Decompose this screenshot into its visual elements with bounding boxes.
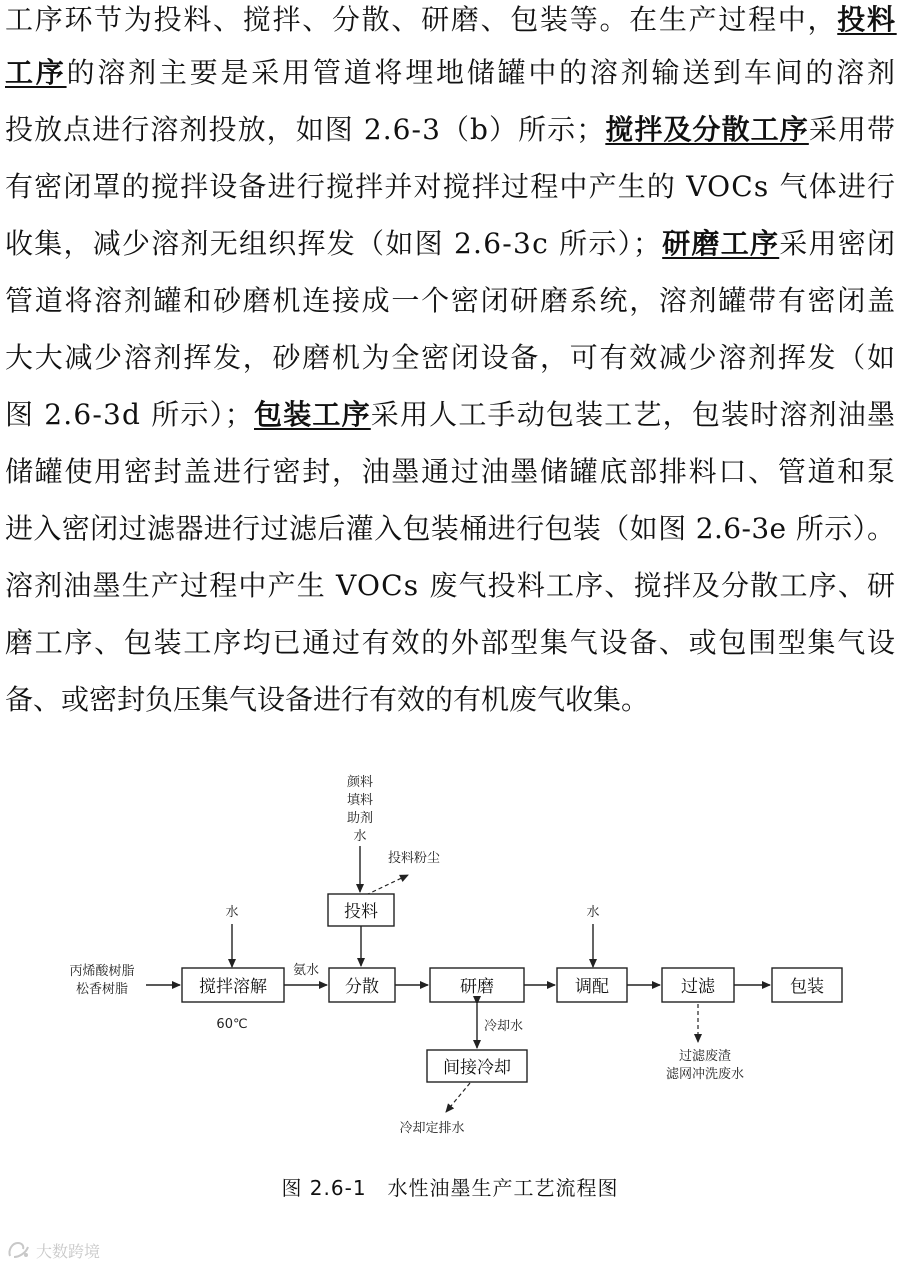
text-segment: 备、或密封负压集气设备进行有效的有机废气收集。 bbox=[5, 683, 650, 716]
water-blend-label: 水 bbox=[586, 905, 600, 920]
text-segment: 溶剂油墨生产过程中产生 VOCs 废气投料工序、搅拌及分散工序、研 bbox=[5, 569, 897, 602]
paragraph-line bbox=[5, 338, 897, 378]
text-segment: 储罐使用密封盖进行密封，油墨通过油墨储罐底部排料口、管道和泵 bbox=[5, 455, 897, 488]
text-segment: 管道将溶剂罐和砂磨机连接成一个密闭研磨系统，溶剂罐带有密闭盖 bbox=[5, 284, 897, 317]
feed-dust-label: 投料粉尘 bbox=[388, 851, 441, 866]
paragraph-line bbox=[5, 167, 896, 207]
text-segment: 采用带 bbox=[808, 113, 897, 146]
text-segment: 采用密闭 bbox=[779, 227, 897, 260]
feed-dust-arrow bbox=[366, 875, 408, 895]
node-feed-label: 投料 bbox=[344, 902, 378, 922]
text-segment: 图 2.6-3d 所示）； bbox=[5, 398, 254, 431]
paragraph-line bbox=[5, 680, 649, 720]
paragraph-line bbox=[5, 110, 896, 150]
resin-label: 松香树脂 bbox=[75, 982, 129, 997]
paragraph-line bbox=[5, 566, 896, 606]
watermark-logo-icon bbox=[6, 1240, 32, 1260]
filter-waste-label: 过滤废渣 bbox=[678, 1049, 732, 1064]
node-blend-label: 调配 bbox=[575, 977, 609, 997]
temperature-label: 60℃ bbox=[216, 1017, 248, 1032]
paragraph-line bbox=[5, 395, 896, 435]
node-disperse-label: 分散 bbox=[345, 977, 379, 997]
paragraph-line bbox=[5, 623, 897, 663]
text-segment: 工序环节为投料、搅拌、分散、研磨、包装等。在生产过程中， bbox=[5, 3, 838, 36]
raw-material-label: 水 bbox=[353, 829, 367, 844]
text-segment: 进入密闭过滤器进行过滤后灌入包装桶进行包装（如图 2.6-3e 所示）。 bbox=[5, 512, 896, 545]
watermark-text: 大数跨境 bbox=[36, 1241, 101, 1261]
highlighted-term: 包装工序 bbox=[254, 398, 371, 431]
text-segment: 的溶剂主要是采用管道将埋地储罐中的溶剂输送到车间的溶剂 bbox=[66, 56, 898, 89]
cooling-discharge-arrow bbox=[446, 1083, 470, 1112]
text-segment: 有密闭罩的搅拌设备进行搅拌并对搅拌过程中产生的 VOCs 气体进行 bbox=[5, 170, 897, 203]
raw-material-label: 助剂 bbox=[346, 811, 374, 826]
paragraph-line bbox=[5, 224, 896, 264]
highlighted-term: 投料 bbox=[837, 3, 897, 36]
text-segment: 投放点进行溶剂投放，如图 2.6-3（b）所示； bbox=[5, 113, 606, 146]
highlighted-term: 搅拌及分散工序 bbox=[605, 113, 809, 146]
node-filter-label: 过滤 bbox=[681, 977, 715, 997]
water-stir-label: 水 bbox=[225, 905, 239, 920]
node-stir-label: 搅拌溶解 bbox=[199, 977, 267, 997]
cooling-discharge-label: 冷却定排水 bbox=[399, 1121, 465, 1136]
node-cool-label: 间接冷却 bbox=[443, 1058, 511, 1078]
paragraph-line bbox=[5, 452, 897, 492]
paragraph-line bbox=[5, 0, 897, 40]
figure-caption: 图 2.6-1 水性油墨生产工艺流程图 bbox=[281, 1176, 619, 1200]
text-segment: 磨工序、包装工序均已通过有效的外部型集气设备、或包围型集气设 bbox=[5, 626, 897, 659]
paragraph-line bbox=[5, 281, 897, 321]
cooling-water-label: 冷却水 bbox=[484, 1019, 524, 1034]
filter-waste-label: 滤网冲洗废水 bbox=[665, 1067, 745, 1082]
node-grind-label: 研磨 bbox=[460, 977, 494, 997]
watermark bbox=[6, 1236, 100, 1264]
ammonia-water-label: 氨水 bbox=[292, 963, 320, 978]
paragraph-line bbox=[5, 509, 895, 549]
text-segment: 大大减少溶剂挥发，砂磨机为全密闭设备，可有效减少溶剂挥发（如 bbox=[5, 341, 897, 374]
process-flow-diagram bbox=[0, 760, 900, 1160]
highlighted-term: 研磨工序 bbox=[662, 227, 780, 260]
highlighted-term: 工序 bbox=[5, 56, 67, 89]
text-segment: 收集，减少溶剂无组织挥发（如图 2.6-3c 所示）； bbox=[5, 227, 663, 260]
raw-material-label: 颜料 bbox=[346, 775, 374, 790]
paragraph-line bbox=[5, 53, 898, 93]
node-pack-label: 包装 bbox=[790, 977, 824, 997]
text-segment: 采用人工手动包装工艺，包装时溶剂油墨 bbox=[370, 398, 897, 431]
raw-material-label: 填料 bbox=[346, 793, 374, 808]
resin-label: 丙烯酸树脂 bbox=[69, 964, 135, 979]
